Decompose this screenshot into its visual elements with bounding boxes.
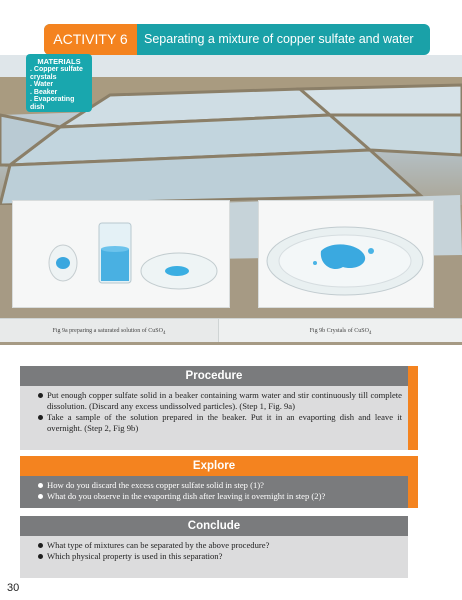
procedure-accent-strip — [408, 366, 418, 450]
procedure-heading: Procedure — [20, 366, 408, 386]
explore-list — [36, 480, 402, 502]
figure-9b-caption-subscript: 4 — [368, 331, 372, 337]
procedure-step: Take a sample of the solution prepared in the beaker. Put it in an evaporting dish and leave it overnight. (Step 2, Fig 9b) — [36, 412, 402, 434]
conclude-heading: Conclude — [20, 516, 408, 536]
explore-accent-strip — [408, 456, 418, 508]
figure-9b-caption — [218, 318, 462, 342]
figure-9a-image — [12, 200, 230, 308]
explore-question: What do you observe in the evaporting dish after leaving it overnight in step (2)? — [36, 491, 402, 502]
explore-heading: Explore — [20, 456, 408, 476]
conclude-section — [20, 536, 408, 578]
page-number: 30 — [7, 582, 20, 594]
materials-item: crystals — [30, 73, 57, 81]
beaker-and-dish-illustration — [13, 201, 231, 309]
materials-item: . Water — [30, 81, 54, 89]
activity-header — [44, 24, 430, 55]
materials-item: . Beaker — [30, 88, 58, 96]
materials-title: MATERIALS — [37, 57, 81, 66]
procedure-list — [36, 390, 402, 434]
procedure-step: Put enough copper sulfate solid in a beaker containing warm water and stir continuously till complete dissolution. (Discard any excess undissolved particles). (Step 1, Fig. 9a) — [36, 390, 402, 412]
activity-title: Separating a mixture of copper sulfate and water — [144, 32, 414, 46]
conclude-list — [36, 540, 402, 562]
materials-item: . Copper sulfate — [30, 66, 83, 73]
activity-label: ACTIVITY 6 — [44, 24, 137, 55]
conclude-question: What type of mixtures can be separated by the above procedure? — [36, 540, 402, 551]
procedure-section — [20, 386, 408, 450]
explore-question: How do you discard the excess copper sulfate solid in step (1)? — [36, 480, 402, 491]
figure-9a-caption — [0, 318, 218, 342]
crystals-dish-illustration — [259, 201, 435, 309]
explore-section — [20, 476, 408, 508]
figure-9a-caption-subscript: 4 — [162, 331, 166, 337]
materials-box — [26, 54, 92, 112]
conclude-question: Which physical property is used in this separation? — [36, 551, 402, 562]
materials-item: . Evaporating dish — [30, 96, 75, 111]
figure-9b-image — [258, 200, 434, 308]
figure-9b-caption-text: Fig 9b Crystals of CuSO — [309, 328, 369, 334]
figure-9a-caption-text: Fig 9a preparing a saturated solution of CuSO — [52, 328, 163, 334]
materials-list — [30, 66, 88, 112]
